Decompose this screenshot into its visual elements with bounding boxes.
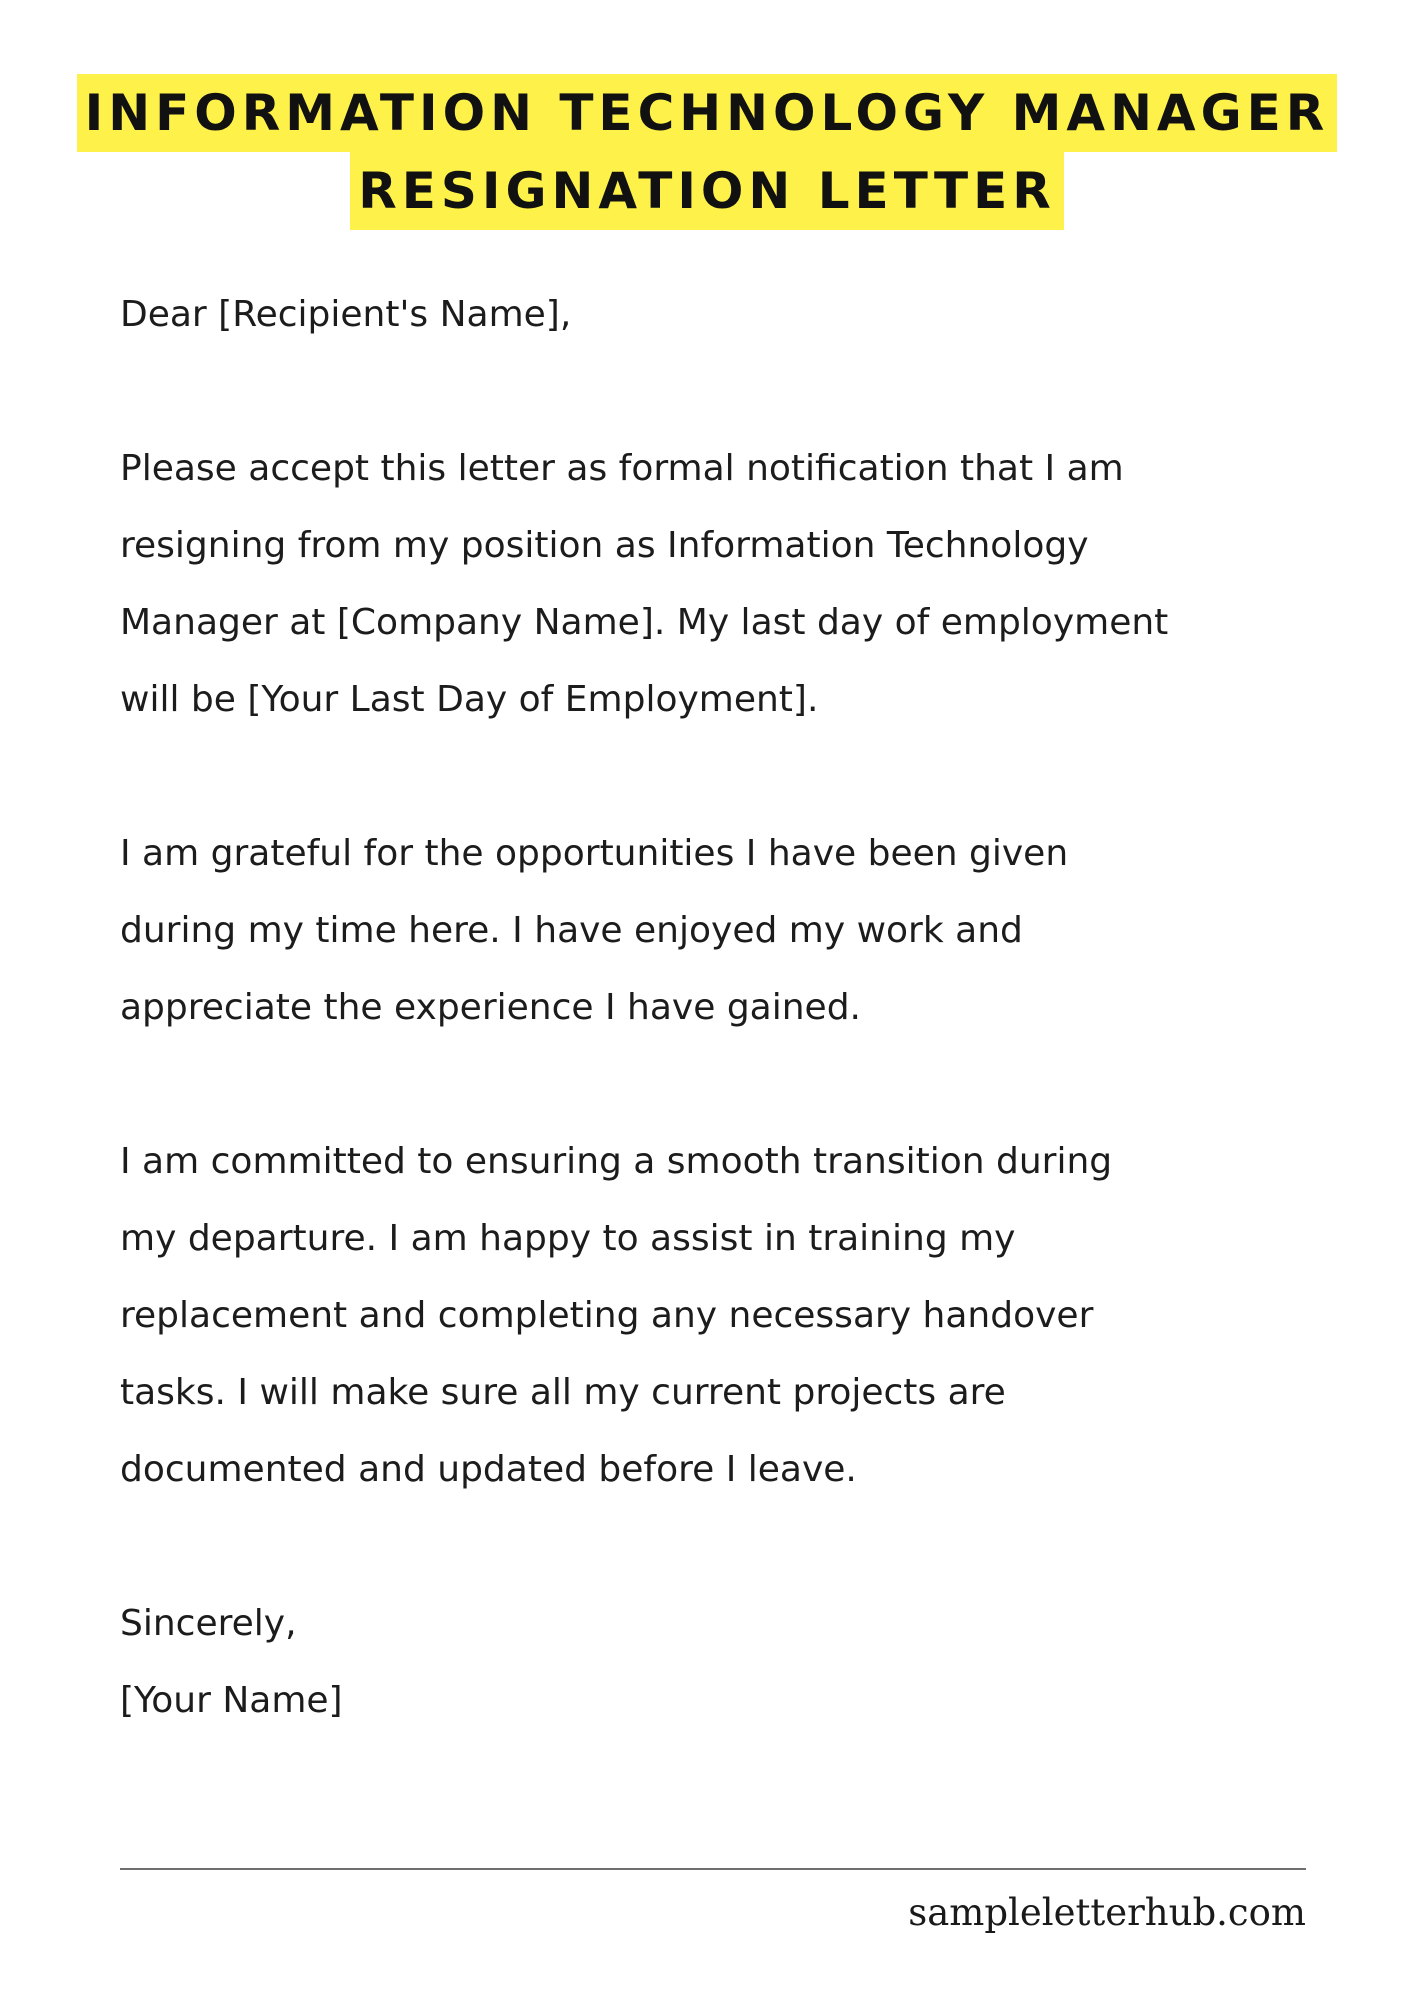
page-title — [0, 74, 1414, 230]
salutation: Dear [Recipient's Name], — [120, 294, 572, 335]
paragraph-line: I am grateful for the opportunities I have been given — [120, 833, 1069, 874]
paragraph-line: appreciate the experience I have gained. — [120, 987, 861, 1028]
paragraph-transition — [120, 1123, 1360, 1508]
closing: Sincerely, — [120, 1603, 297, 1644]
paragraph-notification — [120, 430, 1360, 738]
paragraph-line: replacement and completing any necessary handover — [120, 1295, 1094, 1336]
paragraph-line: Please accept this letter as formal notification that I am — [120, 448, 1124, 489]
paragraph-line: documented and updated before I leave. — [120, 1449, 857, 1490]
paragraph-line: resigning from my position as Information Technology — [120, 525, 1089, 566]
paragraph-gratitude — [120, 815, 1360, 1046]
footer-site-name: sampleletterhub.com — [908, 1891, 1306, 1934]
footer-divider — [120, 1868, 1306, 1870]
paragraph-line: will be [Your Last Day of Employment]. — [120, 679, 819, 720]
paragraph-line: Manager at [Company Name]. My last day of employment — [120, 602, 1169, 643]
title-line-2: RESIGNATION LETTER — [350, 152, 1063, 230]
paragraph-line: my departure. I am happy to assist in training my — [120, 1218, 1016, 1259]
title-line-1: INFORMATION TECHNOLOGY MANAGER — [77, 74, 1338, 152]
letter-body — [120, 276, 1360, 1739]
closing-block — [120, 1585, 1360, 1739]
signature: [Your Name] — [120, 1680, 343, 1721]
paragraph-line: during my time here. I have enjoyed my work and — [120, 910, 1023, 951]
paragraph-line: tasks. I will make sure all my current projects are — [120, 1372, 1006, 1413]
paragraph-line: I am committed to ensuring a smooth transition during — [120, 1141, 1113, 1182]
